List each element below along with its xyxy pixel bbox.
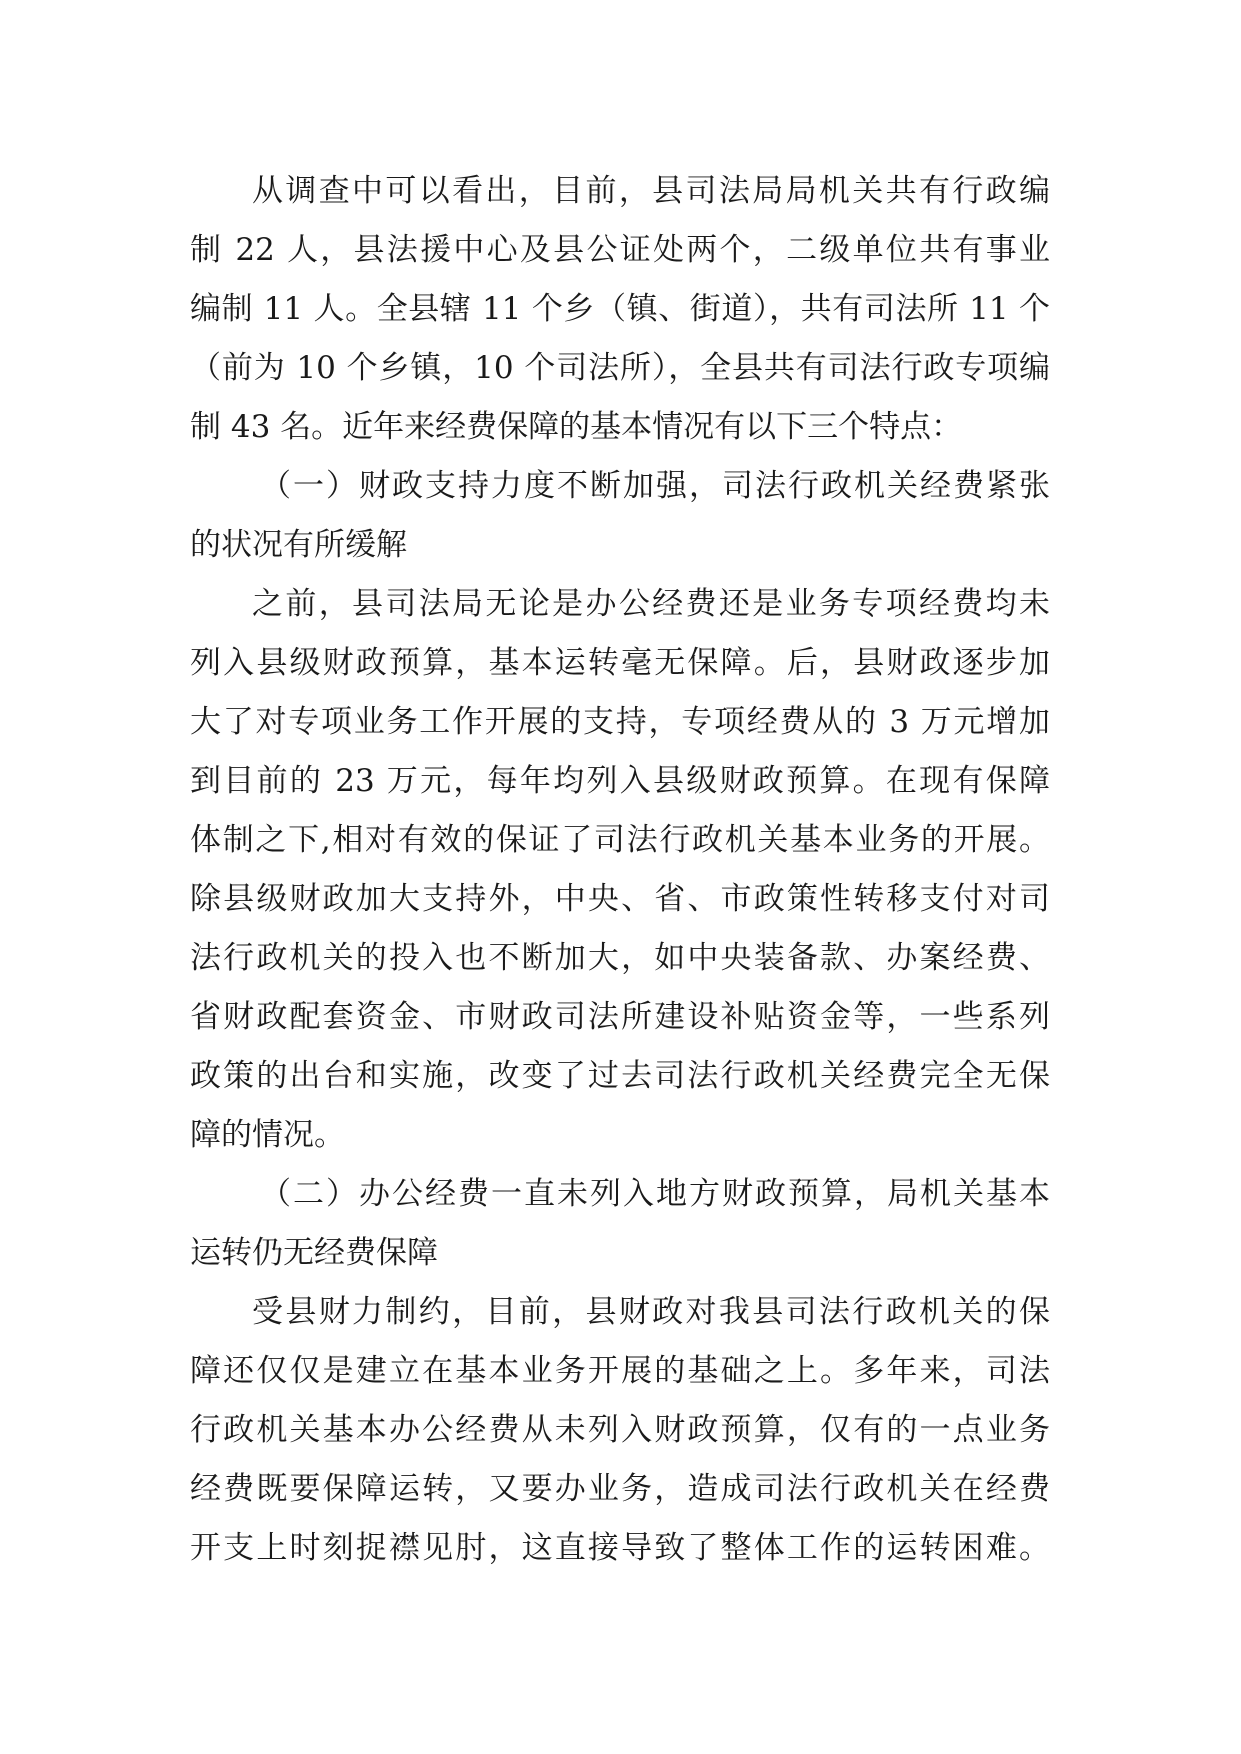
text-line: 除县级财政加大支持外，中央、省、市政策性转移支付对司: [190, 881, 1050, 917]
text-line: 障还仅仅是建立在基本业务开展的基础之上。多年来，司法: [190, 1353, 1050, 1389]
text-line: 大了对专项业务工作开展的支持，专项经费从的 3 万元增加: [190, 704, 1050, 740]
text-line: 经费既要保障运转，又要办业务，造成司法行政机关在经费: [190, 1471, 1050, 1507]
text-line: （一）财政支持力度不断加强，司法行政机关经费紧张: [260, 468, 1050, 504]
text-line: 省财政配套资金、市财政司法所建设补贴资金等，一些系列: [190, 999, 1050, 1035]
text-line: 之前，县司法局无论是办公经费还是业务专项经费均未: [252, 586, 1050, 622]
text-line: （二）办公经费一直未列入地方财政预算，局机关基本: [260, 1176, 1050, 1212]
text-line: 的状况有所缓解: [190, 527, 407, 563]
text-line: 运转仍无经费保障: [190, 1235, 438, 1271]
text-line: 行政机关基本办公经费从未列入财政预算，仅有的一点业务: [190, 1412, 1050, 1448]
text-line: 到目前的 23 万元，每年均列入县级财政预算。在现有保障: [190, 763, 1050, 799]
text-line: 开支上时刻捉襟见肘，这直接导致了整体工作的运转困难。: [190, 1530, 1050, 1566]
text-line: 政策的出台和实施，改变了过去司法行政机关经费完全无保: [190, 1058, 1050, 1094]
text-line: （前为 10 个乡镇，10 个司法所），全县共有司法行政专项编: [190, 350, 1050, 386]
text-line: 体制之下,相对有效的保证了司法行政机关基本业务的开展。: [190, 822, 1050, 858]
text-line: 编制 11 人。全县辖 11 个乡（镇、街道），共有司法所 11 个: [190, 291, 1050, 327]
text-line: 列入县级财政预算，基本运转毫无保障。后，县财政逐步加: [190, 645, 1050, 681]
document-body: [190, 162, 1050, 1578]
text-line: 制 22 人，县法援中心及县公证处两个，二级单位共有事业: [190, 232, 1050, 268]
text-line: 法行政机关的投入也不断加大，如中央装备款、办案经费、: [190, 940, 1050, 976]
text-line: 制 43 名。近年来经费保障的基本情况有以下三个特点：: [190, 409, 963, 445]
text-line: 障的情况。: [190, 1117, 345, 1153]
text-line: 从调查中可以看出，目前，县司法局局机关共有行政编: [252, 173, 1050, 209]
text-line: 受县财力制约，目前，县财政对我县司法行政机关的保: [252, 1294, 1050, 1330]
